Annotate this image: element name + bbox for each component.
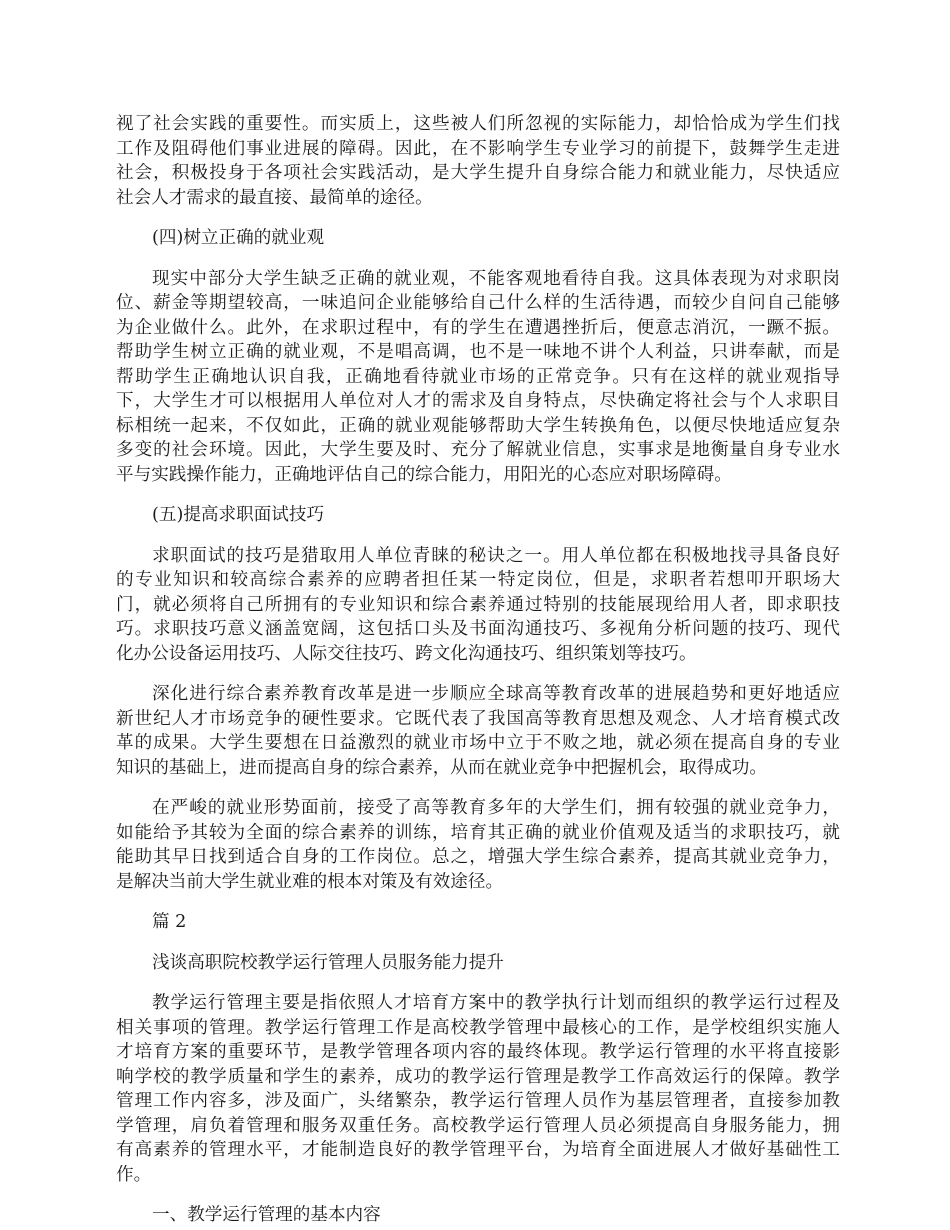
- text-line: 平与实践操作能力，正确地评估自己的综合能力，用阳光的心态应对职场障碍。: [116, 464, 732, 485]
- text-line: 社会，积极投身于各项社会实践活动，是大学生提升自身综合能力和就业能力，尽快适应: [116, 163, 840, 183]
- text-line: 作。: [116, 1164, 152, 1185]
- text-line: 化办公设备运用技巧、人际交往技巧、跨文化沟通技巧、组织策划等技巧。: [116, 643, 697, 664]
- text-line: 才培育方案的重要环节，是教学管理各项内容的最终体现。教学运行管理的水平将直接影: [116, 1042, 840, 1062]
- section-heading: 一、教学运行管理的基本内容: [152, 1205, 381, 1225]
- text-line: 有高素养的管理水平，才能制造良好的教学管理平台，为培育全面进展人才做好基础性工: [116, 1140, 840, 1160]
- paragraph-social-practice: [116, 112, 840, 210]
- text-line: 帮助学生正确地认识自我，正确地看待就业市场的正常竞争。只有在这样的就业观指导: [116, 366, 840, 387]
- text-line: 能助其早日找到适合自身的工作岗位。总之，增强大学生综合素养，提高其就业竞争力，: [116, 847, 840, 867]
- text-line: 革的成果。大学生要想在日益激烈的就业市场中立于不败之地，就必须在提高自身的专业: [116, 733, 840, 753]
- document-page: [116, 112, 840, 1228]
- text-line: 是解决当前大学生就业难的根本对策及有效途径。: [116, 871, 504, 892]
- text-line: 响学校的教学质量和学生的素养，成功的教学运行管理是教学工作高效运行的保障。教学: [116, 1066, 840, 1087]
- paragraph-conclusion: [116, 796, 840, 894]
- paragraph-teaching-management: [116, 991, 840, 1187]
- text-line: 门，就必须将自己所拥有的专业知识和综合素养通过特别的技能展现给用人者，即求职技: [116, 594, 840, 615]
- paragraph-employment-outlook: [116, 267, 840, 488]
- section-label: [116, 910, 840, 935]
- heading-interview-skills: [116, 503, 840, 528]
- text-line: 在严峻的就业形势面前，接受了高等教育多年的大学生们，拥有较强的就业竞争力，: [152, 798, 840, 818]
- text-line: 知识的基础上，进而提高自身的综合素养，从而在就业竞争中把握机会，取得成功。: [116, 757, 767, 778]
- text-line: 帮助学生树立正确的就业观，不是唱高调，也不是一味地不讲个人利益，只讲奉献，而是: [116, 342, 840, 362]
- text-line: 管理工作内容多，涉及面广，头绪繁杂，教学运行管理人员作为基层管理者，直接参加教: [116, 1091, 840, 1111]
- article-title-text: 浅谈高职院校教学运行管理人员服务能力提升: [152, 952, 504, 973]
- text-line: 巧。求职技巧意义涵盖宽阔，这包括口头及书面沟通技巧、多视角分析问题的技巧、现代: [116, 619, 840, 639]
- text-line: 下，大学生才可以根据用人单位对人才的需求及自身特点，尽快确定将社会与个人求职目: [116, 391, 840, 411]
- text-line: 如能给予其较为全面的综合素养的训练，培育其正确的就业价值观及适当的求职技巧，就: [116, 822, 840, 843]
- text-line: 为企业做什么。此外，在求职过程中，有的学生在遭遇挫折后，便意志消沉，一蹶不振。: [116, 317, 840, 338]
- text-line: 的专业知识和较高综合素养的应聘者担任某一特定岗位，但是，求职者若想叩开职场大: [116, 570, 840, 590]
- text-line: 位、薪金等期望较高，一味追问企业能够给自己什么样的生活待遇，而较少自问自己能够: [116, 293, 840, 313]
- text-line: 教学运行管理主要是指依照人才培育方案中的教学执行计划而组织的教学运行过程及: [152, 993, 840, 1013]
- text-line: 新世纪人才市场竞争的硬性要求。它既代表了我国高等教育思想及观念、人才培育模式改: [116, 708, 840, 729]
- section-heading: (五)提高求职面试技巧: [152, 505, 325, 525]
- heading-basic-content: [116, 1203, 840, 1228]
- text-line: 视了社会实践的重要性。而实质上，这些被人们所忽视的实际能力，却恰恰成为学生们找: [116, 114, 840, 134]
- article-title: [116, 951, 840, 976]
- text-line: 深化进行综合素养教育改革是进一步顺应全球高等教育改革的进展趋势和更好地适应: [152, 684, 840, 704]
- heading-employment-outlook: [116, 226, 840, 251]
- text-line: 现实中部分大学生缺乏正确的就业观，不能客观地看待自我。这具体表现为对求职岗: [152, 268, 840, 289]
- text-line: 相关事项的管理。教学运行管理工作是高校教学管理中最核心的工作，是学校组织实施人: [116, 1017, 840, 1038]
- paragraph-interview-skills: [116, 544, 840, 667]
- text-line: 社会人才需求的最直接、最简单的途径。: [116, 187, 433, 208]
- section-number: 篇 2: [152, 912, 187, 932]
- paragraph-reform: [116, 682, 840, 780]
- text-line: 标相统一起来，不仅如此，正确的就业观能够帮助大学生转换角色，以便尽快地适应复杂: [116, 415, 840, 436]
- text-line: 工作及阻碍他们事业进展的障碍。因此，在不影响学生专业学习的前提下，鼓舞学生走进: [116, 138, 840, 159]
- text-line: 学管理，肩负着管理和服务双重任务。高校教学运行管理人员必须提高自身服务能力，拥: [116, 1115, 840, 1136]
- section-heading: (四)树立正确的就业观: [152, 228, 325, 248]
- text-line: 多变的社会环境。因此，大学生要及时、充分了解就业信息，实事求是地衡量自身专业水: [116, 440, 840, 460]
- text-line: 求职面试的技巧是猎取用人单位青睐的秘诀之一。用人单位都在积极地找寻具备良好: [152, 545, 840, 566]
